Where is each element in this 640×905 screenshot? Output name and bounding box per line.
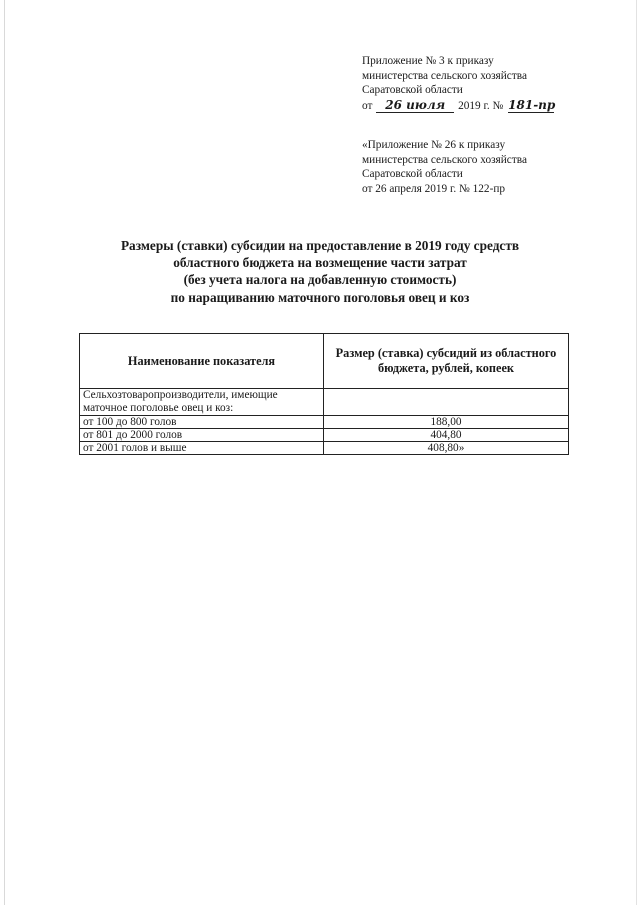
table-row-group (80, 389, 569, 416)
handwritten-date: 26 июля (376, 98, 454, 114)
appendix-line: «Приложение № 26 к приказу (362, 139, 506, 151)
date-prefix: от (362, 99, 373, 112)
column-header-name: Наименование показателя (80, 334, 324, 389)
rate-value-cell: 404,80 (324, 429, 569, 442)
group-label-cell: Сельхозтоваропроизводители, имеющие маточное поголовье овец и коз: (80, 389, 324, 416)
rate-value-cell: 188,00 (324, 416, 569, 429)
title-line: по наращиванию маточного поголовья овец и коз (170, 289, 470, 305)
range-cell: от 2001 голов и выше (80, 442, 324, 455)
range-cell: от 801 до 2000 голов (80, 429, 324, 442)
subsidy-rates-table (79, 333, 569, 455)
empty-value-cell (324, 389, 569, 416)
title-line: Размеры (ставки) субсидии на предоставление в 2019 году средств (120, 238, 520, 253)
appendix-line: Саратовской области (362, 168, 463, 181)
table-row (80, 442, 569, 455)
table-row (80, 429, 569, 442)
appendix-line: от 26 апреля 2019 г. № 122-пр (362, 182, 506, 195)
handwritten-order-number: 181-пр (508, 97, 556, 112)
appendix-line: министерства сельского хозяйства (362, 69, 527, 82)
range-cell: от 100 до 800 голов (80, 416, 324, 429)
year-number-label: 2019 г. № (458, 99, 504, 112)
appendix-date-line (362, 98, 554, 114)
scan-edge-right (636, 0, 637, 905)
appendix-line: Приложение № 3 к приказу (362, 55, 494, 67)
title-line: (без учета налога на добавленную стоимость) (183, 272, 457, 288)
scan-edge-left (4, 0, 5, 905)
column-header-rate: Размер (ставка) субсидий из областного бюджета, рублей, копеек (324, 334, 569, 389)
appendix-line: министерства сельского хозяйства (362, 153, 527, 166)
appendix-line: Саратовской области (362, 84, 463, 97)
title-line: областного бюджета на возмещение части затрат (173, 255, 467, 271)
document-title (40, 237, 600, 306)
appendix-header-original (362, 138, 527, 196)
table-header-row (80, 334, 569, 389)
rate-value-cell: 408,80» (324, 442, 569, 455)
table-row (80, 416, 569, 429)
appendix-header-current (362, 54, 554, 113)
